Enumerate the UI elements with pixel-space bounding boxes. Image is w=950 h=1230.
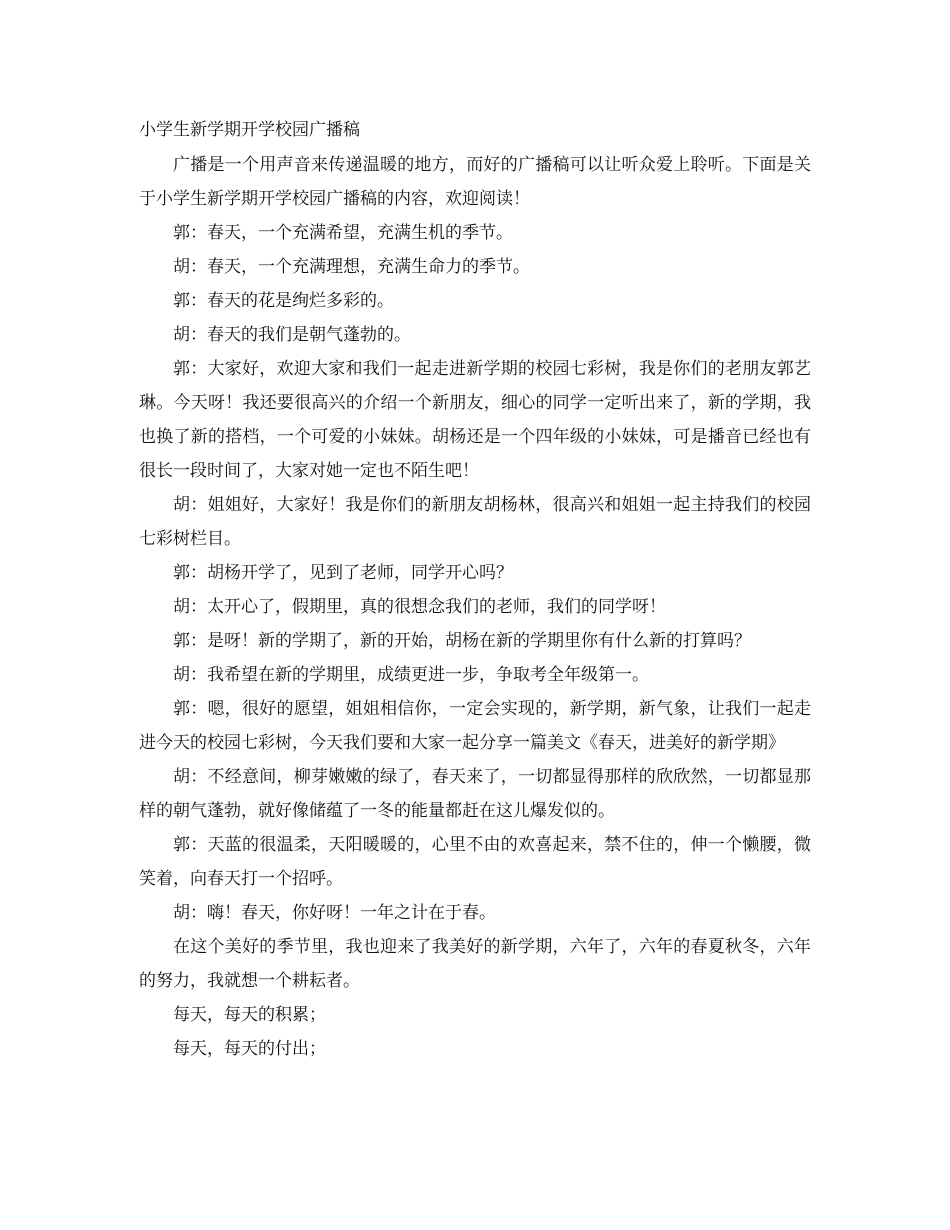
paragraph: 郭：天蓝的很温柔，天阳暖暖的，心里不由的欢喜起来，禁不住的，伸一个懒腰，微笑着，向春天打一个招呼。 [139,835,811,889]
paragraph: 每天，每天的付出； [173,1039,326,1059]
paragraph: 每天，每天的积累； [173,1005,326,1025]
paragraph: 郭：春天，一个充满希望，充满生机的季节。 [173,223,513,243]
paragraph: 胡：姐姐好，大家好！我是你们的新朋友胡杨林，很高兴和姐姐一起主持我们的校园七彩树栏目。 [139,495,811,549]
paragraph: 胡：春天，一个充满理想，充满生命力的季节。 [173,257,530,277]
paragraph: 胡：我希望在新的学期里，成绩更进一步，争取考全年级第一。 [173,665,649,685]
paragraph: 胡：不经意间，柳芽嫩嫩的绿了，春天来了，一切都显得那样的欣欣然，一切都显那样的朝气蓬勃，就好像储蕴了一冬的能量都赶在这儿爆发似的。 [139,767,811,821]
document-title: 小学生新学期开学校园广播稿 [139,120,360,140]
paragraph: 郭：胡杨开学了，见到了老师，同学开心吗？ [173,563,513,583]
paragraph: 郭：春天的花是绚烂多彩的。 [173,291,394,311]
paragraph: 胡：嗨！春天，你好呀！一年之计在于春。 [173,903,496,923]
document-body [139,116,811,1066]
paragraph: 广播是一个用声音来传递温暖的地方，而好的广播稿可以让听众爱上聆听。下面是关于小学生新学期开学校园广播稿的内容，欢迎阅读！ [139,155,811,209]
paragraph: 胡：春天的我们是朝气蓬勃的。 [173,325,411,345]
paragraph: 在这个美好的季节里，我也迎来了我美好的新学期，六年了，六年的春夏秋冬，六年的努力，我就想一个耕耘者。 [139,937,811,991]
paragraph: 胡：太开心了，假期里，真的很想念我们的老师，我们的同学呀！ [173,597,666,617]
paragraph: 郭：嗯，很好的愿望，姐姐相信你，一定会实现的，新学期，新气象，让我们一起走进今天的校园七彩树，今天我们要和大家一起分享一篇美文《春天，进美好的新学期》 [139,699,811,753]
paragraph: 郭：大家好，欢迎大家和我们一起走进新学期的校园七彩树，我是你们的老朋友郭艺琳。今天呀！我还要很高兴的介绍一个新朋友，细心的同学一定听出来了，新的学期，我也换了新的搭档，一个可爱的小妹妹。胡杨还是一个四年级的小妹妹，可是播音已经也有很长一段时间了，大家对她一定也不陌生吧！ [139,359,811,481]
paragraph: 郭：是呀！新的学期了，新的开始，胡杨在新的学期里你有什么新的打算吗？ [173,631,751,651]
